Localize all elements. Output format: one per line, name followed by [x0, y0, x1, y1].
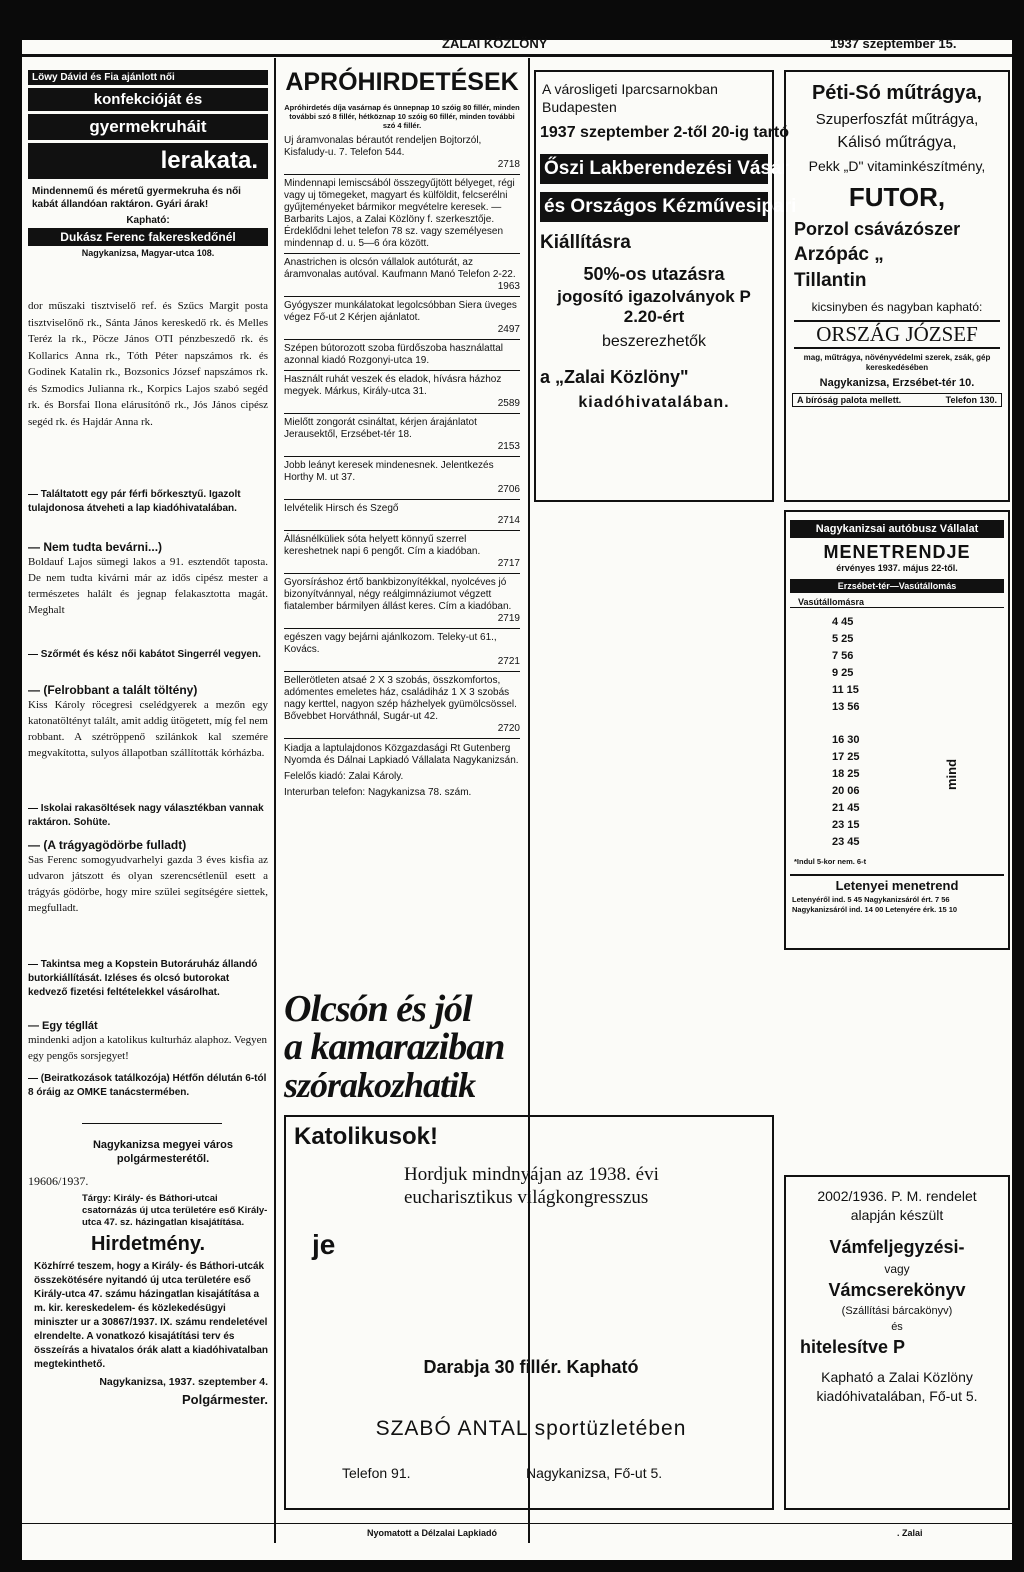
timetable-heading: MENETRENDJE [823, 542, 971, 562]
classified-ad-text: Mindennapi lemiscsából összegyűjtött bélyeget, régi vagy uj tömegeket, magyart és külföldit, felcserélni gyűjteményeket bármikor megvételre keresek. — Barbarits Lajos, a Zalai Közlöny f. szerkesztője. Érdeklődni lehet telefon 78 sz. vagy személyesen mindennap d. u. 5—6 óra között. [284, 178, 515, 249]
classified-ad-number: 2714 [497, 515, 520, 526]
customs-line: és [891, 1321, 903, 1333]
classified-ad [284, 339, 520, 370]
catholic-phone: Telefon 91. [342, 1465, 411, 1481]
notice-issuer: Nagykanizsa megyei város polgármesterétől. [92, 1139, 234, 1165]
marriage-list: dor műszaki tisztviselő ref. és Szűcs Margit posta tisztviselőnő rk., Sánta János kereskedő rk. és Melles Teréz la rk., Pöcze János OTI pénzbeszedő rk. és Kollarics Anna rk., Tóth Péter napszámos rk. és Godinek Katalin rk., Bozsonics József napszámos rk. és Szmodics Julianna rk., Korpics Lajos szabó segéd rk. és Borsfai Ilona elárusítónő rk., Jós János cipész segéd rk. és Hajdár Anna rk. [28, 300, 268, 428]
departure-time: 23 45 [832, 836, 860, 848]
fert-line: Szuperfoszfát műtrágya, [815, 111, 979, 128]
departure-time: 18 25 [832, 768, 860, 780]
classified-ad-number: 2497 [497, 324, 520, 335]
catholic-shop: SZABÓ ANTAL sportüzletében [375, 1417, 687, 1440]
classified-ad-text: Gyógyszer munkálatokat legolcsóbban Siera üveges végez Fő-ut 2 Kérjen ajánlatot. [284, 300, 517, 323]
customs-line: Kapható a Zalai Közlöny kiadóhivatalában, Fő-ut 5. [816, 1369, 978, 1404]
classified-ad [284, 413, 520, 456]
news-item: — (Beiratkozások tatálkozója) Hétfőn délután 6-tól 8 óráig az OMKE tanácstermében. [28, 1073, 267, 1098]
catholic-ad [284, 1115, 774, 1510]
phone-text: Interurban telefon: Nagykanizsa 78. szám. [284, 787, 472, 798]
footer-right: . Zalai [897, 1528, 923, 1538]
cinema-line: Olcsón és jól [284, 988, 472, 1030]
customs-line: Vámfeljegyzési- [829, 1237, 965, 1257]
classified-ad-text: Anastrichen is olcsón vállalok autóturát, az áramvonalas autóval. Kaufmann Manó Telefon 2-22. [284, 257, 516, 280]
customs-line: hitelesítve P [800, 1337, 906, 1357]
imprint-block [284, 738, 520, 799]
timetable-side-label: mind [944, 758, 960, 791]
news-item [28, 838, 268, 916]
notice-body: Közhírré teszem, hogy a Király- és Báthori-utcák összekötésére nyitandó új utca területére eső Király-utca 47. számu házingatlan kisajátítása a m. kir. kereskedelem- és közlekedésügyi miniszter ur a 30867/1937. IX. számu rendeletével elrendelte. A vonatkozó kisajátítási terv és összeírás a hivatalos órák alatt a kiadóhivatalban megtekinthető. [34, 1261, 268, 1370]
header-rule [22, 54, 1012, 57]
footer-imprint: Nyomatott a Délzalai Lapkiadó [367, 1528, 498, 1538]
news-text: mindenki adjon a katolikus kulturház alaphoz. Vegyen egy pengős sorsjegyet! [28, 1034, 267, 1062]
notice-number: 19606/1937. [28, 1174, 89, 1188]
departure-list [786, 608, 1008, 716]
departure-time: 5 25 [832, 633, 854, 645]
notice-signer: Polgármester. [182, 1392, 268, 1407]
classified-ad [284, 530, 520, 573]
news-item [28, 683, 268, 761]
notice-subject: Tárgy: Király- és Báthori-utcai csatornázás új utca területére eső Király-utca 47. sz. házingatlan kisajátítása. [82, 1193, 268, 1228]
fert-line: Tillantin [794, 270, 867, 291]
ad-shop: Dukász Ferenc fakereskedőnél [28, 228, 268, 246]
cinema-line: szórakozhatik [284, 1065, 476, 1105]
classified-ad-number: 1963 [497, 281, 520, 292]
departure-time: 16 30 [832, 734, 860, 746]
timetable2-row: Letenyéről ind. 5 45 Nagykanizsáról ért. 7 56 [792, 895, 950, 904]
classified-ad [284, 253, 520, 296]
classified-ad-number: 2720 [497, 723, 520, 734]
departure-time: 13 56 [832, 701, 860, 713]
classified-ad-text: Mielőtt zongorát csináltat, kérjen árajánlatot Jerausektől, Erzsébet-tér 18. [284, 417, 477, 440]
news-item: — Találtatott egy pár férfi bőrkesztyű. Igazolt tulajdonosa átveheti a lap kiadóhivatalában. [28, 489, 241, 514]
fert-line: Péti-Só műtrágya, [811, 82, 983, 104]
classified-ad-text: egészen vagy bejárni ajánlkozom. Teleky-ut 61., Kovács. [284, 632, 497, 655]
departure-time: 23 15 [832, 819, 860, 831]
timetable-route: Erzsébet-tér—Vasútállomás [790, 579, 1004, 593]
fert-line: mag, műtrágya, növényvédelmi szerek, zsák, gép kereskedésében [803, 353, 991, 372]
news-item: — Szőrmét és kész női kabátot Singerrél vegyen. [28, 649, 261, 660]
departure-time: 7 56 [832, 650, 854, 662]
classifieds-list [284, 132, 520, 803]
fert-brand: FUTOR, [848, 182, 946, 212]
ad-heading: lerakata. [28, 143, 268, 179]
classified-ad [284, 174, 520, 253]
customs-line: vagy [884, 1262, 910, 1276]
classifieds-title: APRÓHIRDETÉSEK [285, 68, 519, 96]
notice-place: Nagykanizsa, 1937. szeptember 4. [99, 1376, 268, 1388]
customs-ad [784, 1175, 1010, 1510]
ad-line: konfekcióját és [28, 88, 268, 111]
classified-ad-text: Használt ruhát veszek és eladok, hívásra házhoz megyek. Márkus, Király-utca 31. [284, 374, 502, 397]
catholic-heading: Katolikusok! [294, 1123, 439, 1150]
fair-available: beszerezhetők [601, 333, 707, 350]
timetable2-title: Letenyei menetrend [790, 874, 1004, 893]
catholic-city: Nagykanizsa, Fő-ut 5. [526, 1465, 663, 1481]
customs-line: 2002/1936. P. M. rendelet alapján készült [817, 1188, 977, 1223]
customs-line: (Szállítási bárcakönyv) [841, 1305, 953, 1317]
fert-line: Porzol csávázószer [794, 219, 961, 239]
news-heading: — (Felrobbant a talált töltény) [28, 683, 198, 697]
departure-time: 11 15 [832, 684, 859, 696]
ad-line: Löwy Dávid és Fia ajánlott női [28, 70, 268, 85]
classified-ad-text: Ielvételik Hirsch és Szegő [284, 503, 399, 514]
fair-ad [534, 70, 797, 502]
departure-time: 4 45 [832, 616, 854, 628]
news-heading: — (A trágyagödörbe fulladt) [28, 838, 187, 852]
classified-ad-number: 2721 [497, 656, 520, 667]
news-item: — Iskolai rakasöltések nagy választékban vannak raktáron. Sohüte. [28, 803, 264, 828]
fair-subtitle: Kiállításra [540, 232, 631, 253]
imprint-text: Kiadja a laptulajdonos Közgazdasági Rt Gutenberg Nyomda és Dálnai Lapkiadó Vállalata Nagykanizsán. [284, 743, 519, 766]
classified-ad-text: Gyorsíráshoz értő bankbizonyítékkal, nyolcéves jó bizonyítvánnyal, négy reálgimnáziumot végzett fiatalember bármilyen állást keres. Cím a kiadóban. [284, 577, 512, 612]
fert-line: Arzópác „ [794, 244, 884, 265]
classified-ad-text: Jobb leányt keresek mindenesnek. Jelentkezés Horthy M. ut 37. [284, 460, 494, 483]
fair-where: a „Zalai Közlöny" [540, 367, 689, 387]
departure-time: 21 45 [832, 802, 860, 814]
timetable-valid: érvényes 1937. május 22-től. [836, 563, 958, 573]
bus-timetable [784, 510, 1010, 950]
departure-time: 17 25 [832, 751, 860, 763]
footer-rule [22, 1523, 1012, 1524]
news-item: — Takintsa meg a Kopstein Butoráruház állandó butorkiállítását. Izléses és olcsó butorokat kedvező fizetési feltételekkel vásárolhat. [28, 959, 258, 998]
catholic-text: Hordjuk mindnyájan az 1938. évi eucharisztikus világkongresszus [404, 1164, 659, 1208]
ad-kaphato: Kapható: [126, 215, 170, 226]
issue-date: 1937 szeptember 15. [830, 36, 957, 51]
classified-ad [284, 671, 520, 738]
ad-address: Nagykanizsa, Magyar-utca 108. [81, 248, 215, 258]
fair-intro: A városligeti Iparcsarnokban Budapesten [542, 81, 718, 115]
fert-line: Telefon 130. [945, 395, 997, 405]
fair-title: Őszi Lakberendezési Vásár [540, 154, 768, 184]
departure-time: 20 06 [832, 785, 860, 797]
catholic-price: Darabja 30 fillér. Kapható [423, 1357, 639, 1377]
newspaper-page [22, 36, 1012, 1560]
classifieds-rates: Apróhirdetés díja vasárnap és ünnepnap 10 szóig 80 fillér, minden további szó 8 fillér, hétköznap 10 szóig 60 fillér, minden további szó 4 fillér. [284, 103, 520, 130]
newspaper-title: ZALAI KÖZLÖNY [442, 36, 548, 51]
classified-ad-text: Szépen bútorozott szoba fürdőszoba használattal azonnal kiadó Rozgonyi-utca 19. [284, 343, 504, 366]
notice-title: Hirdetmény. [90, 1233, 206, 1255]
news-text: Boldauf Lajos sümegi lakos a 91. esztendőt taposta. De nem tudta kivárni már az idős cipész mester a természetes halált és jegnap felakasztotta magát. Meghalt [28, 556, 268, 616]
cinema-ad [284, 988, 520, 1105]
editor-text: Felelős kiadó: Zalai Károly. [284, 771, 404, 782]
classified-ad [284, 370, 520, 413]
fert-line: A bíróság palota mellett. [797, 395, 902, 405]
news-text: Kiss Károly röcegresi cselédgyerek a mezőn egy katonatöltényt talált, amit addig ütögetett, míg fel nem robbant. A szétröppenő szilánkok kal szemére megvakította, sulyos állapotban szállították kórházba. [28, 699, 268, 759]
fert-footer [792, 393, 1002, 407]
separator [82, 1123, 222, 1124]
classified-ad-number: 2153 [497, 441, 520, 452]
classified-ad-number: 2717 [497, 558, 520, 569]
fert-dealer: ORSZÁG JÓZSEF [794, 320, 1000, 349]
news-text: Sas Ferenc somogyudvarhelyi gazda 3 éves kisfia az udvaron játszott és olyan szerencsétlenül esett a trágyás gödörbe, hogy mire szülei segítségére siettek, megfulladt. [28, 854, 268, 914]
timetable-dest: Vasútállomásra [790, 593, 1004, 608]
classified-ad-number: 2589 [497, 398, 520, 409]
classified-ad [284, 456, 520, 499]
official-notice [28, 1138, 268, 1407]
timetable-note: *Indul 5-kor nem. 6-t [794, 857, 867, 866]
news-item [28, 540, 268, 618]
classified-ad-text: Bellerötleten atsaé 2 X 3 szobás, összkomfortos, adómentes emeletes ház, családiház 1 X 3 szobás nagy kerttel, nagyon szép házhelyek gyümölcsössel. Bővebbet Horváthnál, Sugár-ut 42. [284, 675, 517, 722]
timetable-title: Nagykanizsai autóbusz Vállalat [790, 520, 1004, 538]
fair-office: kiadóhivatalában. [578, 394, 730, 411]
classified-ad-text: Állásnélküliek sóta helyett könnyű szerrel kereshetnek napi 6 pengőt. Cím a kiadóban. [284, 534, 481, 557]
timetable2-row: Nagykanizsáról ind. 14 00 Letenyére érk. 15 10 [792, 905, 958, 914]
classified-ad-number: 2706 [497, 484, 520, 495]
classified-ad-number: 2718 [497, 159, 520, 170]
fertilizer-ad [784, 70, 1010, 502]
ad-body: Mindennemű és méretű gyermekruha és női kabát állandóan raktáron. Gyári árak! [32, 186, 241, 210]
classified-ad [284, 499, 520, 530]
fert-line: Kálisó műtrágya, [837, 134, 957, 151]
fair-title: és Országos Kézművesipari [540, 192, 768, 222]
cinema-line: a kamaraziban [284, 1026, 505, 1068]
fert-line: Nagykanizsa, Erzsébet-tér 10. [819, 377, 975, 389]
classified-ad-number: 2719 [497, 613, 520, 624]
classified-ad [284, 132, 520, 174]
ad-line: gyermekruháit [28, 114, 268, 140]
news-item [28, 1020, 268, 1064]
fair-pass: jogosító igazolványok P 2.20-ért [557, 287, 751, 326]
customs-line: Vámcserekönyv [828, 1280, 966, 1300]
column-separator [274, 58, 276, 1543]
fair-dates: 1937 szeptember 2-től 20-ig tartó [540, 124, 789, 141]
classified-ad [284, 573, 520, 628]
congress-badge: je [312, 1229, 336, 1260]
news-heading: — Nem tudta bevárni...) [28, 540, 163, 554]
ad-lowy [28, 70, 268, 302]
fair-discount: 50%-os utazásra [583, 264, 725, 284]
fert-line: kicsinyben és nagyban kapható: [811, 300, 983, 314]
classified-ad [284, 296, 520, 339]
departure-time: 9 25 [832, 667, 854, 679]
classified-ad-text: Uj áramvonalas bérautót rendeljen Bojtorzól, Kisfaludy-u. 7. Telefon 544. [284, 135, 482, 158]
fert-line: Pekk „D" vitaminkészítmény, [808, 158, 986, 174]
news-heading: — Egy tégllát [28, 1020, 98, 1032]
classified-ad [284, 628, 520, 671]
departure-list [786, 716, 1008, 851]
